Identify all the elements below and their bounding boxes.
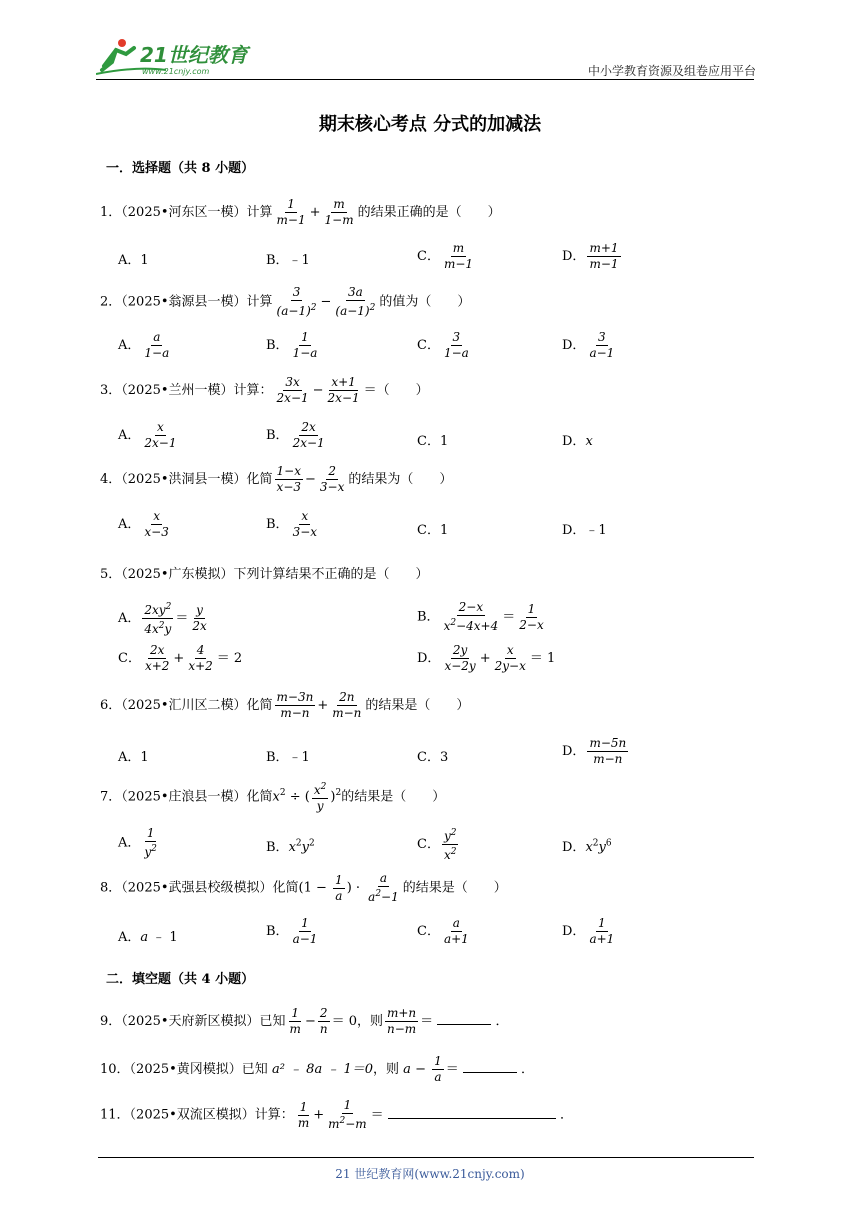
question-9: 9．（2025•天府新区模拟）已知 $\frac{1}{m}$ − $\frac{2}{n}$ ＝ 0，则 $\frac{m+n}{n-m}$ ＝ ．: [100, 1006, 509, 1036]
q6-option-d: D． $\frac{m-5n}{m-n}$: [562, 736, 627, 766]
q4-option-a: A． $\frac{x}{x-3}$: [118, 509, 169, 539]
footer-divider: [98, 1157, 754, 1158]
svg-text:www.21cnjy.com: www.21cnjy.com: [142, 67, 210, 76]
q6-option-c: C．3: [417, 750, 449, 765]
q7-option-c: C． $\frac{y^2}{x^2}$: [417, 828, 457, 862]
section-choice-title: 一．选择题（共 8 小题）: [106, 161, 255, 176]
header-divider: [96, 79, 754, 80]
q5-option-c: C． $\frac{2x}{x+2}$ + $\frac{4}{x+2}$ ＝ 2: [118, 643, 243, 673]
question-4: 4．（2025•洪洞县一模）化简 $\frac{1-x}{x-3}$ − $\frac{2}{3-x}$ 的结果为（ ）: [100, 464, 453, 494]
question-3: 3．（2025•兰州一模）计算： $\frac{3x}{2x-1}$ − $\frac{x+1}{2x-1}$ ＝（ ）: [100, 375, 429, 405]
q10-answer-blank[interactable]: [463, 1072, 517, 1073]
question-6: 6．（2025•汇川区二模）化简 $\frac{m-3n}{m-n}$ + $\frac{2n}{m-n}$ 的结果是（ ）: [100, 690, 470, 720]
question-5: 5．（2025•广东模拟）下列计算结果不正确的是（ ）: [100, 567, 429, 582]
question-8: 8．（2025•武强县校级模拟）化简(1 − $\frac{1}{a}$ ) · $\frac{a}{a^2-1}$ 的结果是（ ）: [100, 871, 507, 904]
q2-option-a: A． $\frac{a}{1-a}$: [118, 330, 170, 360]
q6-option-a: A．1: [118, 750, 149, 765]
q2-option-d: D． $\frac{3}{a-1}$: [562, 330, 615, 360]
q7-option-b: B．$x^2y^2$: [266, 838, 315, 855]
q1-option-d: D． $\frac{m+1}{m-1}$: [562, 241, 619, 271]
question-2: 2．（2025•翁源县一模）计算 $\frac{3}{(a-1)^2}$ − $\frac{3a}{(a-1)^2}$ 的值为（ ）: [100, 285, 471, 318]
q11-answer-blank[interactable]: [388, 1118, 556, 1119]
q3-option-b: B． $\frac{2x}{2x-1}$: [266, 420, 325, 450]
q3-option-c: C．1: [417, 434, 449, 449]
q3-option-d: D．x: [562, 434, 593, 449]
q8-option-a: A．a ﹣ 1: [118, 930, 178, 945]
header-platform-text: 中小学教育资源及组卷应用平台: [587, 64, 756, 78]
question-11: 11．（2025•双流区模拟）计算： $\frac{1}{m}$ + $\frac{1}{m^2-m}$ ＝ ．: [100, 1098, 573, 1131]
q1-option-b: B．﹣1: [266, 253, 310, 268]
q5-option-b: B． $\frac{2-x}{x^2-4x+4}$ ＝ $\frac{1}{2-x}$: [417, 600, 544, 633]
question-7: 7．（2025•庄浪县一模）化简$x^2$ ÷ ( $\frac{x^2}{y}$ )$^2$的结果是（ ）: [100, 782, 446, 813]
section-fill-title: 二．填空题（共 4 小题）: [106, 972, 255, 987]
q7-option-d: D．$x^2y^6$: [562, 838, 612, 855]
q4-option-b: B． $\frac{x}{3-x}$: [266, 509, 318, 539]
q8-option-c: C． $\frac{a}{a+1}$: [417, 916, 469, 946]
q1-option-c: C． $\frac{m}{m-1}$: [417, 241, 474, 271]
q2-option-b: B． $\frac{1}{1-a}$: [266, 330, 318, 360]
q5-option-d: D． $\frac{2y}{x-2y}$ + $\frac{x}{2y-x}$ ＝ 1: [417, 643, 556, 673]
q7-option-a: A． $\frac{1}{y^2}$: [118, 826, 157, 859]
q9-answer-blank[interactable]: [437, 1024, 491, 1025]
q1-option-a: A．1: [118, 253, 149, 268]
q8-option-b: B． $\frac{1}{a-1}$: [266, 916, 318, 946]
q5-option-a: A． $\frac{2xy^2}{4x^2y}$ ＝ $\frac{y}{2x}$: [118, 602, 207, 636]
q2-option-c: C． $\frac{3}{1-a}$: [417, 330, 469, 360]
q8-option-d: D． $\frac{1}{a+1}$: [562, 916, 615, 946]
svg-text:21世纪教育: 21世纪教育: [140, 43, 248, 67]
q3-option-a: A． $\frac{x}{2x-1}$: [118, 420, 177, 450]
question-10: 10．（2025•黄冈模拟）已知 a² ﹣ 8a ﹣ 1＝0，则 a − $\frac{1}{a}$ ＝ ．: [100, 1054, 535, 1084]
q4-option-c: C．1: [417, 523, 449, 538]
q6-option-b: B．﹣1: [266, 750, 310, 765]
q4-option-d: D．﹣1: [562, 523, 607, 538]
question-1: 1．（2025•河东区一模）计算 $\frac{1}{m-1}$ + $\frac{m}{1-m}$ 的结果正确的是（ ）: [100, 197, 501, 227]
page-title: 期末核心考点 分式的加减法: [318, 114, 542, 135]
footer-text: 21 世纪教育网(www.21cnjy.com): [335, 1167, 525, 1181]
logo: [96, 36, 256, 78]
